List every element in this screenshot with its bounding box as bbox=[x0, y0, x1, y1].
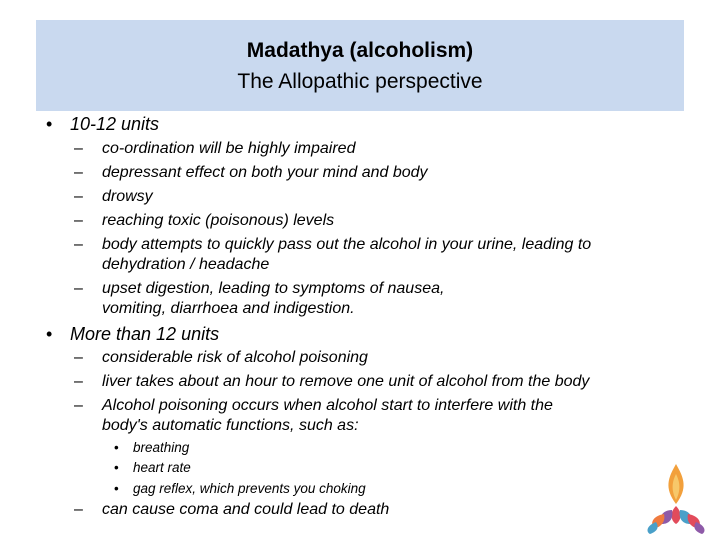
slide-content: • 10-12 units – co-ordination will be highly impaired – depressant effect on both your mind and body – drowsy – reaching toxic (poisonous) levels – body attempts to quickly pass out the alcohol in your urine, leading to dehydration / headache – upset digestion, leading to symptoms of nausea, vomiting, diarrhoea and indigestion. • More than 12 units – considerable risk of alcohol poisoning – liver takes about an hour to remove one unit of alcohol from the body – Alcohol poisoning occurs when alcohol start to interfere with the body's automatic functions, such as: • breathing • heart rate • gag reflex, which prevents you choking – can cause coma and could lead to death bbox=[46, 114, 592, 518]
slide-title: Madathya (alcoholism) bbox=[246, 38, 474, 62]
institute-logo bbox=[640, 460, 712, 538]
section-heading-1: 10-12 units bbox=[70, 114, 160, 134]
lamp-logo-icon bbox=[640, 460, 712, 538]
list-item-continuation: dehydration / headache bbox=[102, 256, 270, 273]
section-heading-2: More than 12 units bbox=[70, 324, 220, 344]
list-item-continuation: body's automatic functions, such as: bbox=[102, 417, 359, 434]
slide-subtitle: The Allopathic perspective bbox=[237, 69, 483, 93]
list-item-continuation: vomiting, diarrhoea and indigestion. bbox=[102, 300, 355, 317]
